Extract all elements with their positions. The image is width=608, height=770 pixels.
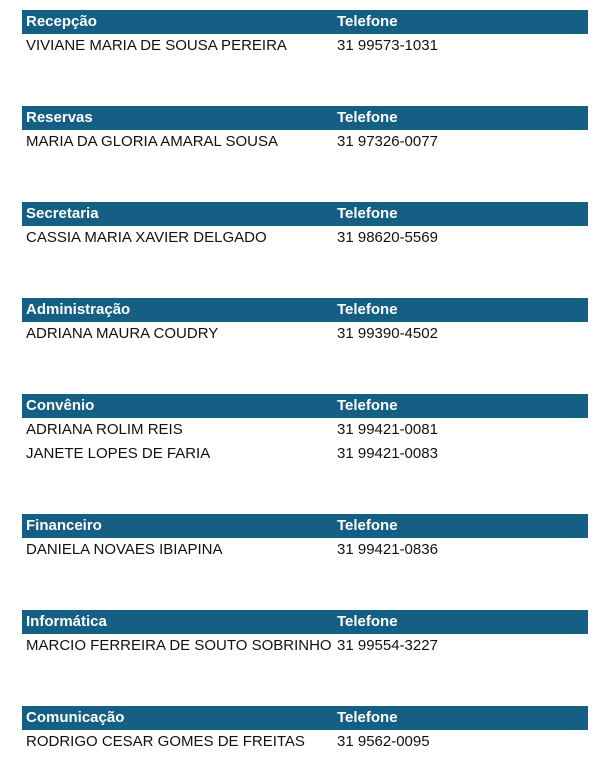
phone-column-header: Telefone [337,109,398,126]
phone-column-header: Telefone [337,709,398,726]
section-title: Comunicação [26,709,125,726]
contact-phone: 31 99421-0081 [337,421,438,438]
section-recepcao [22,10,588,58]
contact-name: DANIELA NOVAES IBIAPINA [26,541,223,558]
section-convenio [22,394,588,466]
contact-name: ADRIANA ROLIM REIS [26,421,183,438]
section-header [22,706,588,730]
section-title: Informática [26,613,107,630]
contact-name: RODRIGO CESAR GOMES DE FREITAS [26,733,305,750]
section-title: Recepção [26,13,97,30]
contact-row [22,634,588,658]
phone-column-header: Telefone [337,205,398,222]
contact-row [22,442,588,466]
contact-row [22,730,588,754]
contact-row [22,130,588,154]
contact-phone: 31 99421-0083 [337,445,438,462]
section-secretaria [22,202,588,250]
section-financeiro [22,514,588,562]
section-administracao [22,298,588,346]
contact-row [22,418,588,442]
section-header [22,298,588,322]
section-header [22,106,588,130]
phone-column-header: Telefone [337,613,398,630]
contact-phone: 31 9562-0095 [337,733,430,750]
contact-row [22,226,588,250]
contact-phone: 31 99573-1031 [337,37,438,54]
phone-column-header: Telefone [337,517,398,534]
section-title: Administração [26,301,131,318]
contact-name: CASSIA MARIA XAVIER DELGADO [26,229,267,246]
phone-column-header: Telefone [337,13,398,30]
contact-phone: 31 97326-0077 [337,133,438,150]
phone-column-header: Telefone [337,301,398,318]
section-title: Reservas [26,109,93,126]
section-title: Secretaria [26,205,99,222]
contact-phone: 31 99421-0836 [337,541,438,558]
contact-phone: 31 99554-3227 [337,637,438,654]
phone-column-header: Telefone [337,397,398,414]
section-informatica [22,610,588,658]
section-title: Financeiro [26,517,102,534]
section-header [22,394,588,418]
section-header [22,610,588,634]
section-comunicacao [22,706,588,754]
section-header [22,514,588,538]
section-title: Convênio [26,397,95,414]
contact-name: VIVIANE MARIA DE SOUSA PEREIRA [26,37,287,54]
contact-name: ADRIANA MAURA COUDRY [26,325,219,342]
contact-phone: 31 99390-4502 [337,325,438,342]
contact-name: JANETE LOPES DE FARIA [26,445,211,462]
contact-name: MARIA DA GLORIA AMARAL SOUSA [26,133,279,150]
contact-row [22,538,588,562]
contact-phone: 31 98620-5569 [337,229,438,246]
contact-row [22,34,588,58]
contact-row [22,322,588,346]
contact-name: MARCIO FERREIRA DE SOUTO SOBRINHO [26,637,332,654]
section-reservas [22,106,588,154]
section-header [22,202,588,226]
section-header [22,10,588,34]
